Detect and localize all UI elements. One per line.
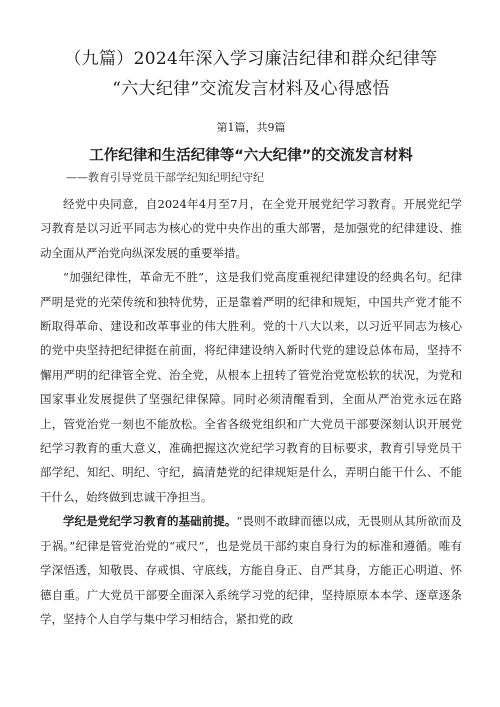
paragraph-3 bbox=[40, 509, 462, 631]
article-counter: 第1篇，共9篇 bbox=[216, 121, 286, 134]
body-text bbox=[40, 192, 462, 631]
paragraph-3-text: “畏则不敢肆而德以成，无畏则从其所欲而及于祸。”纪律是管党治党的“戒尺”，也是党员干部约束自身行为的标准和遵循。唯有学深悟透，知敬畏、存戒惧、守底线，方能自身正、自严其身，方能正心明道、怀德自重。广大党员干部要全面深入系统学习党的纪律，坚持原原本本学、逐章逐条学，坚持个人自学与集中学习相结合，紧扣党的政 bbox=[40, 514, 462, 626]
paragraph-1: 经党中央同意，自2024年4月至7月，在全党开展党纪学习教育。开展党纪学习教育是以习近平同志为核心的党中央作出的重大部署，是加强党的纪律建设、推动全面从严治党向纵深发展的重要举措。 bbox=[40, 197, 462, 260]
section-subtitle: ——教育引导党员干部学纪知纪明纪守纪 bbox=[66, 171, 264, 184]
paragraph-3-lead: 学纪是党纪学习教育的基础前提。 bbox=[63, 514, 237, 529]
title-line-2: “六大纪律”交流发言材料及心得感悟 bbox=[112, 79, 390, 99]
title-line-1: （九篇）2024年深入学习廉洁纪律和群众纪律等 bbox=[64, 49, 438, 69]
section-title: 工作纪律和生活纪律等“六大纪律”的交流发言材料 bbox=[89, 148, 413, 164]
document-title bbox=[40, 0, 462, 104]
paragraph-2: “加强纪律性，革命无不胜”，这是我们党高度重视纪律建设的经典名句。纪律严明是党的光荣传统和独特优势，正是靠着严明的纪律和规矩，中国共产党才能不断取得革命、建设和改革事业的伟大胜利。党的十八大以来，以习近平同志为核心的党中央坚持把纪律挺在前面，将纪律建设纳入新时代党的建设总体布局，坚持不懈用严明的纪律管全党、治全党，从根本上扭转了管党治党宽松软的状况，为党和国家事业发展提供了坚强纪律保障。同时必须清醒看到，全面从严治党永远在路上，管党治党一刻也不能放松。全省各级党组织和广大党员干部要深刻认识开展党纪学习教育的重大意义，准确把握这次党纪学习教育的目标要求，教育引导党员干部学纪、知纪、明纪、守纪，搞清楚党的纪律规矩是什么，弄明白能干什么、不能干什么，始终做到忠诚干净担当。 bbox=[40, 270, 462, 504]
